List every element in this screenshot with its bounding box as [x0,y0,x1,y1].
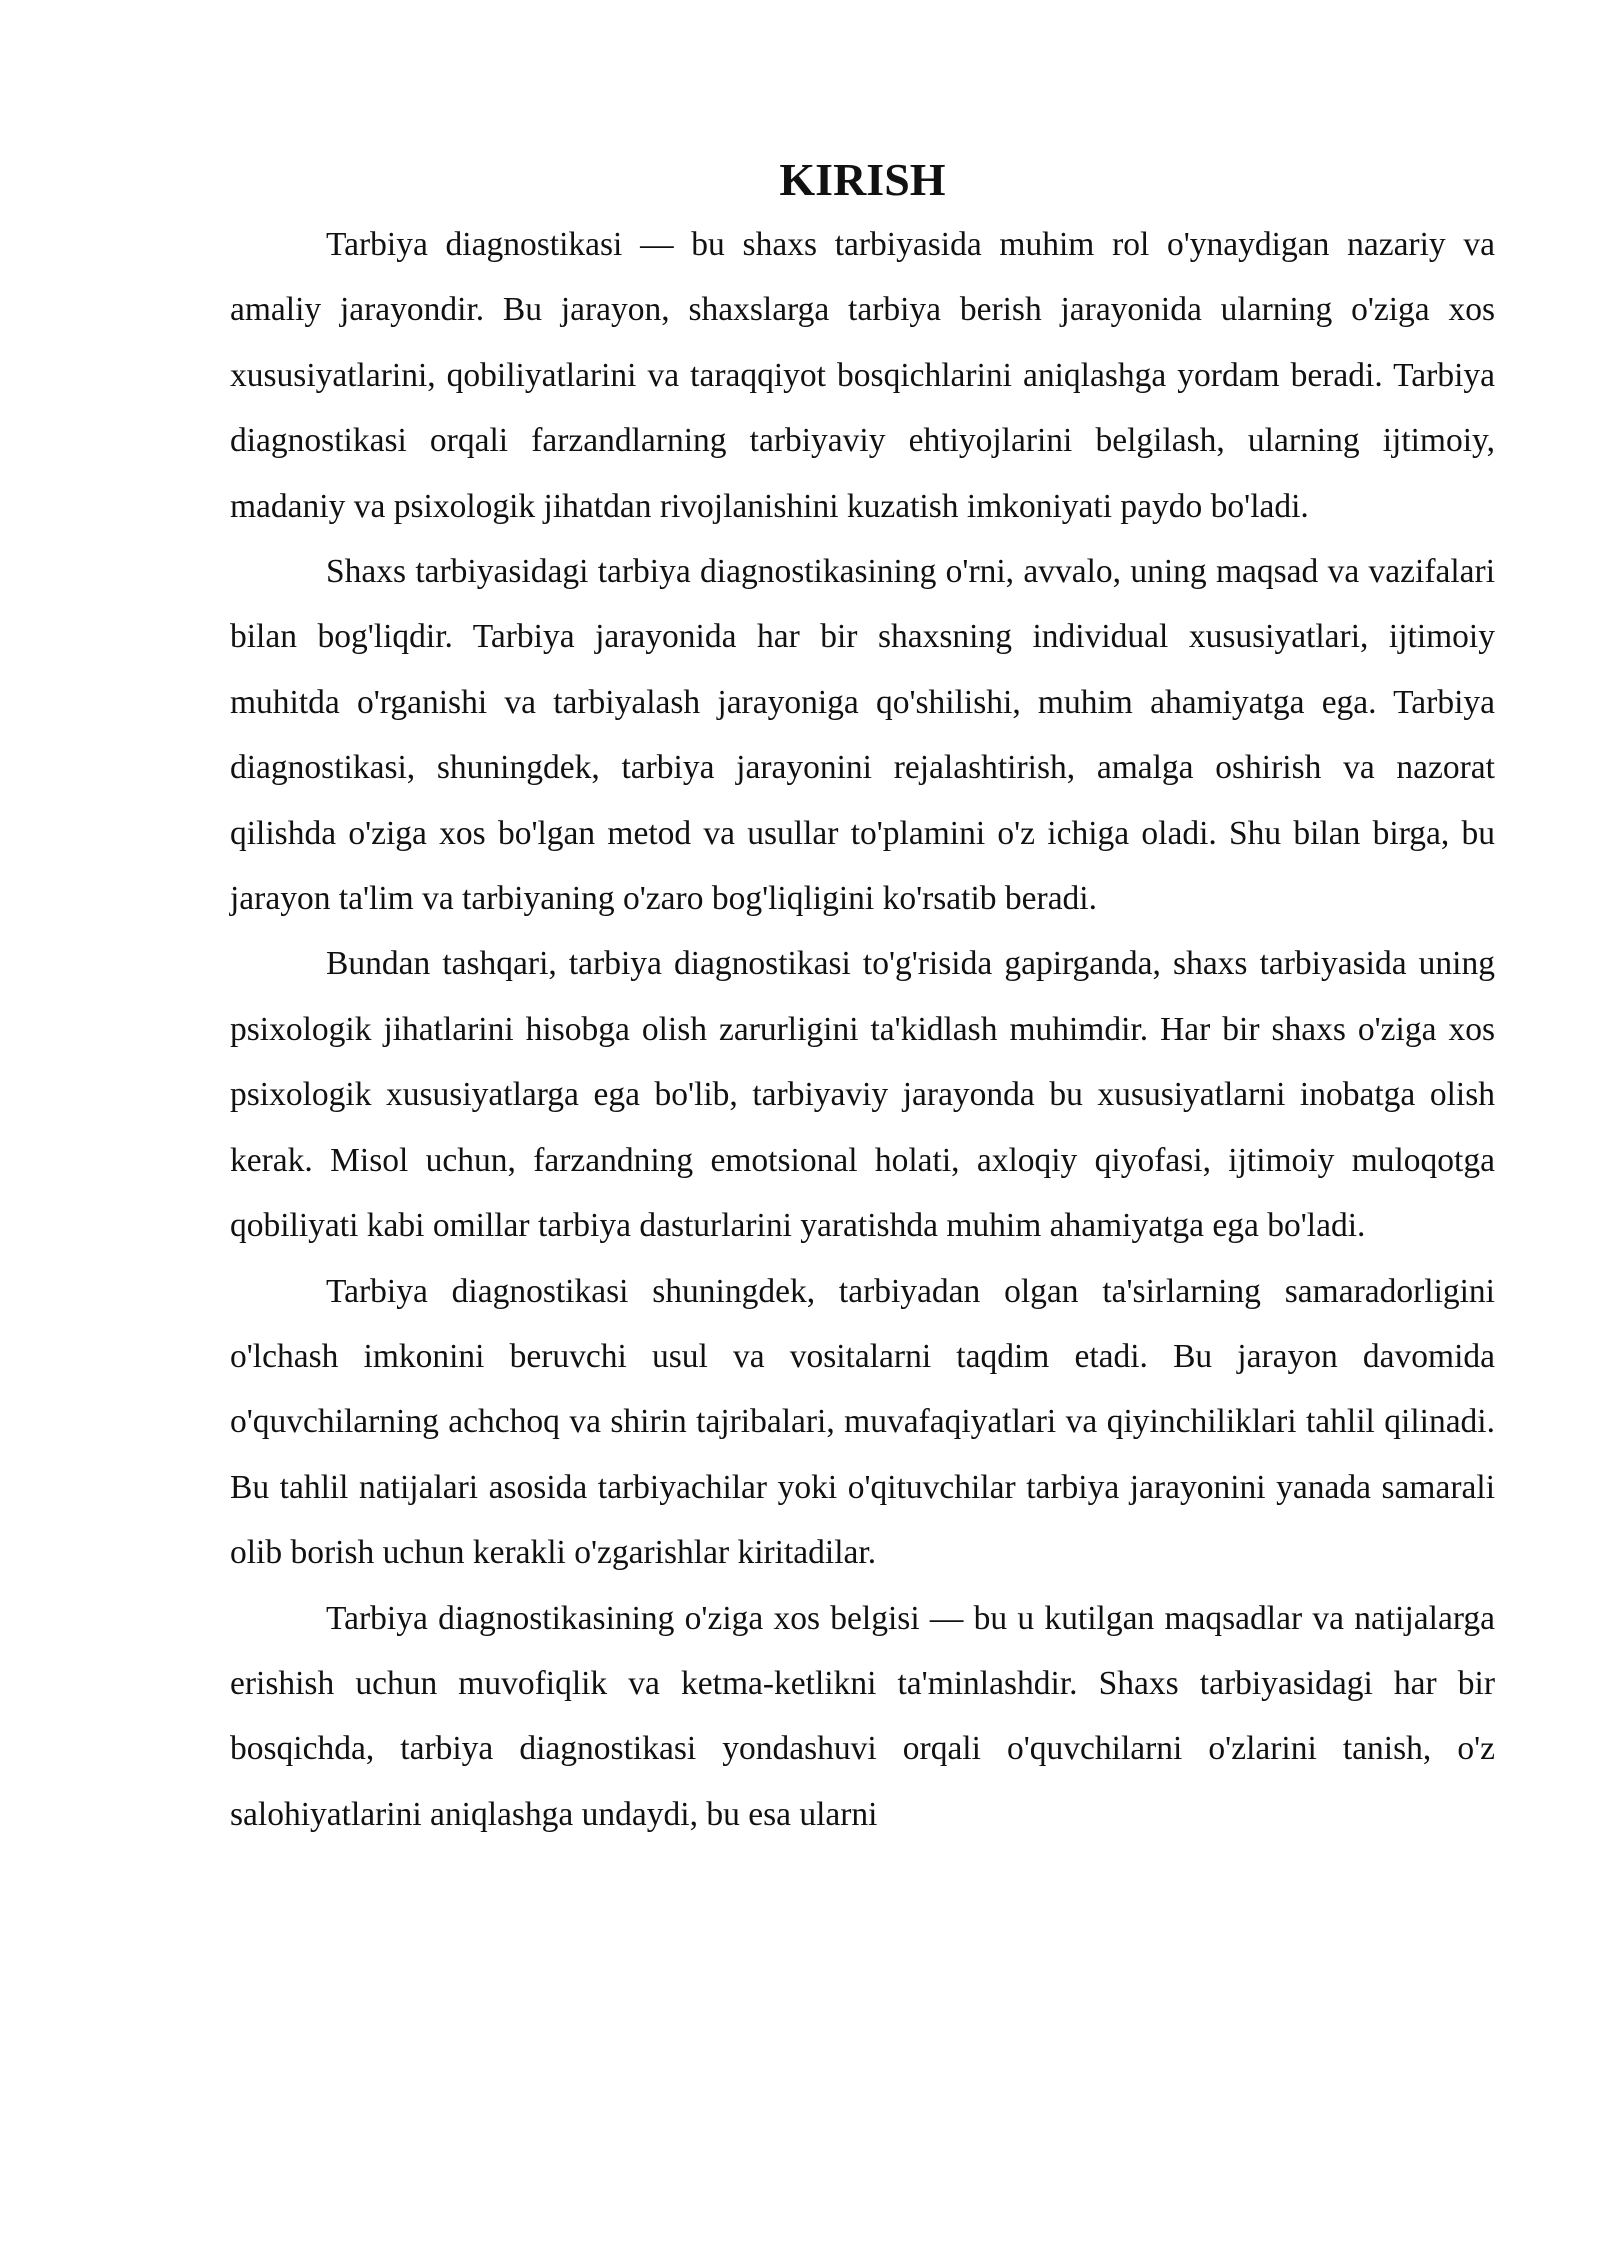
paragraph-5: Tarbiya diagnostikasining o'ziga xos belgisi — bu u kutilgan maqsadlar va natijalarga erishish uchun muvofiqlik va ketma-ketlikni ta'minlashdir. Shaxs tarbiyasidagi har bir bosqichda, tarbiya diagnostikasi yondashuvi orqali o'quvchilarni o'zlarini tanish, o'z salohiyatlarini aniqlashga undaydi, bu esa ularni [230,1599,1495,1833]
paragraph-4: Tarbiya diagnostikasi shuningdek, tarbiyadan olgan ta'sirlarning samaradorligini o'lchash imkonini beruvchi usul va vositalarni taqdim etadi. Bu jarayon davomida o'quvchilarning achchoq va shirin tajribalari, muvafaqiyatlari va qiyinchiliklari tahlil qilinadi. Bu tahlil natijalari asosida tarbiyachilar yoki o'qituvchilar tarbiya jarayonini yanada samarali olib borish uchun kerakli o'zgarishlar kiritadilar. [230,1272,1495,1572]
paragraph-1: Tarbiya diagnostikasi — bu shaxs tarbiyasida muhim rol o'ynaydigan nazariy va amaliy jarayondir. Bu jarayon, shaxslarga tarbiya berish jarayonida ularning o'ziga xos xususiyatlarini, qobiliyatlarini va taraqqiyot bosqichlarini aniqlashga yordam beradi. Tarbiya diagnostikasi orqali farzandlarning tarbiyaviy ehtiyojlarini belgilash, ularning ijtimoiy, madaniy va psixologik jihatdan rivojlanishini kuzatish imkoniyati paydo bo'ladi. [230,226,1495,525]
paragraph-3: Bundan tashqari, tarbiya diagnostikasi to'g'risida gapirganda, shaxs tarbiyasida uning psixologik jihatlarini hisobga olish zarurligini ta'kidlash muhimdir. Har bir shaxs o'ziga xos psixologik xususiyatlarga ega bo'lib, tarbiyaviy jarayonda bu xususiyatlarni inobatga olish kerak. Misol uchun, farzandning emotsional holati, axloqiy qiyofasi, ijtimoiy muloqotga qobiliyati kabi omillar tarbiya dasturlarini yaratishda muhim ahamiyatga ega bo'ladi. [230,945,1495,1245]
paragraph-2: Shaxs tarbiyasidagi tarbiya diagnostikasining o'rni, avvalo, uning maqsad va vazifalari bilan bog'liqdir. Tarbiya jarayonida har bir shaxsning individual xususiyatlari, ijtimoiy muhitda o'rganishi va tarbiyalash jarayoniga qo'shilishi, muhim ahamiyatga ega. Tarbiya diagnostikasi, shuningdek, tarbiya jarayonini rejalashtirish, amalga oshirish va nazorat qilishda o'ziga xos bo'lgan metod va usullar to'plamini o'z ichiga oladi. Shu bilan birga, bu jarayon ta'lim va tarbiyaning o'zaro bog'liqligini ko'rsatib beradi. [230,553,1495,918]
page-title: KIRISH [779,154,946,205]
